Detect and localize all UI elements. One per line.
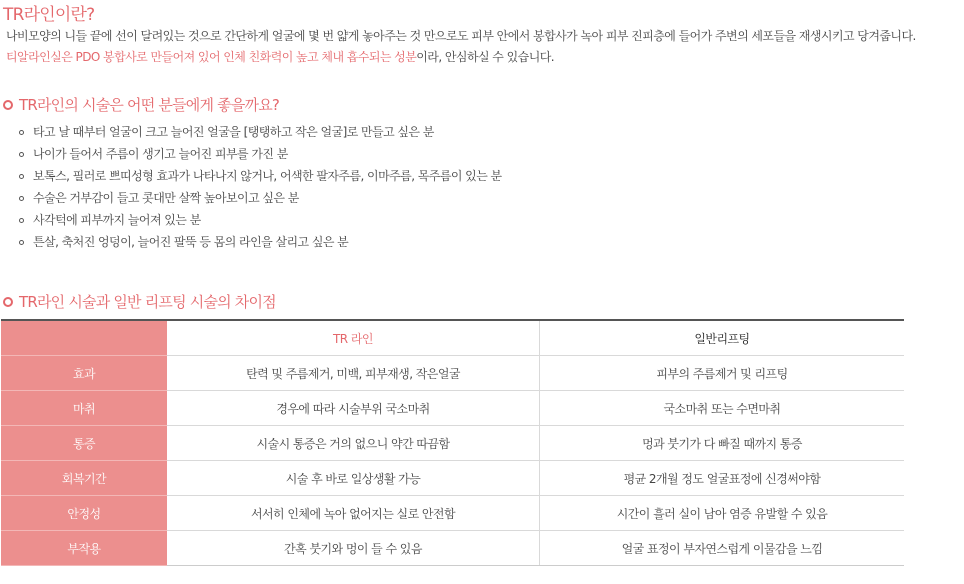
section-heading-recommended	[3, 94, 279, 115]
list-item-text: 튼살, 축처진 엉덩이, 늘어진 팔뚝 등 몸의 라인을 살리고 싶은 분	[33, 235, 349, 249]
table-cell-tr: 경우에 따라 시술부위 국소마취	[167, 391, 540, 426]
table-row	[1, 461, 904, 496]
section-heading-text: TR라인 시술과 일반 리프팅 시술의 차이점	[19, 293, 276, 311]
table-row	[1, 496, 904, 531]
row-label: 마취	[1, 391, 167, 426]
small-circle-bullet-icon	[19, 130, 24, 135]
table-cell-general: 멍과 붓기가 다 빠질 때까지 통증	[540, 426, 905, 461]
table-cell-general: 국소마취 또는 수면마취	[540, 391, 905, 426]
section-heading-text: TR라인의 시술은 어떤 분들에게 좋을까요?	[19, 96, 280, 114]
table-row	[1, 531, 904, 566]
table-cell-general: 평균 2개월 정도 얼굴표정에 신경써야함	[540, 461, 905, 496]
list-item-text: 수술은 거부감이 들고 콧대만 살짝 높아보이고 싶은 분	[33, 191, 299, 205]
column-header-general-lifting: 일반리프팅	[540, 320, 905, 356]
table-cell-general: 시간이 흘러 실이 남아 염증 유발할 수 있음	[540, 496, 905, 531]
intro-line-2	[6, 47, 964, 68]
small-circle-bullet-icon	[19, 218, 24, 223]
table-cell-tr: 탄력 및 주름제거, 미백, 피부재생, 작은얼굴	[167, 356, 540, 391]
column-header-tr-line: TR 라인	[167, 320, 540, 356]
list-item-text: 사각턱에 피부까지 늘어져 있는 분	[33, 213, 201, 227]
table-cell-tr: 시술 후 바로 일상생활 가능	[167, 461, 540, 496]
intro-paragraph	[6, 26, 964, 68]
section-heading-comparison	[3, 291, 276, 312]
table-row	[1, 356, 904, 391]
small-circle-bullet-icon	[19, 196, 24, 201]
table-row	[1, 391, 904, 426]
row-label: 통증	[1, 426, 167, 461]
page-title: TR라인이란?	[3, 5, 95, 25]
table-cell-general: 얼굴 표정이 부자연스럽게 이물감을 느낌	[540, 531, 905, 566]
circle-bullet-icon	[3, 297, 13, 307]
intro-highlight: 티알라인실은 PDO 봉합사로 만들어져 있어 인체 친화력이 높고 체내 흡수되는 성분	[6, 50, 417, 64]
list-item-text: 타고 날 때부터 얼굴이 크고 늘어진 얼굴을 [탱탱하고 작은 얼굴]로 만들고 싶은 분	[33, 125, 434, 139]
table-cell-tr: 간혹 붓기와 멍이 들 수 있음	[167, 531, 540, 566]
row-label: 효과	[1, 356, 167, 391]
table-corner-cell	[1, 320, 167, 356]
table-row	[1, 426, 904, 461]
comparison-table	[1, 319, 904, 566]
list-item	[19, 209, 502, 231]
list-item	[19, 187, 502, 209]
recommended-list	[19, 121, 502, 253]
list-item	[19, 165, 502, 187]
table-cell-tr: 서서히 인체에 녹아 없어지는 실로 안전함	[167, 496, 540, 531]
row-label: 부작용	[1, 531, 167, 566]
list-item	[19, 143, 502, 165]
row-label: 회복기간	[1, 461, 167, 496]
list-item	[19, 231, 502, 253]
intro-line-1: 나비모양의 니들 끝에 선이 달려있는 것으로 간단하게 얼굴에 몇 번 얇게 놓아주는 것 만으로도 피부 안에서 봉합사가 녹아 피부 진피층에 들어가 주변의 세포들을 재생시키고 당겨줍니다.	[6, 29, 916, 43]
small-circle-bullet-icon	[19, 174, 24, 179]
small-circle-bullet-icon	[19, 152, 24, 157]
row-label: 안정성	[1, 496, 167, 531]
table-cell-general: 피부의 주름제거 및 리프팅	[540, 356, 905, 391]
circle-bullet-icon	[3, 100, 13, 110]
list-item-text: 나이가 들어서 주름이 생기고 늘어진 피부를 가진 분	[33, 147, 288, 161]
table-header-row	[1, 320, 904, 356]
table-cell-tr: 시술시 통증은 거의 없으니 약간 따끔함	[167, 426, 540, 461]
list-item-text: 보톡스, 필러로 쁘띠성형 효과가 나타나지 않거나, 어색한 팔자주름, 이마주름, 목주름이 있는 분	[33, 169, 502, 183]
intro-line-2-rest: 이라, 안심하실 수 있습니다.	[416, 50, 555, 64]
list-item	[19, 121, 502, 143]
small-circle-bullet-icon	[19, 240, 24, 245]
